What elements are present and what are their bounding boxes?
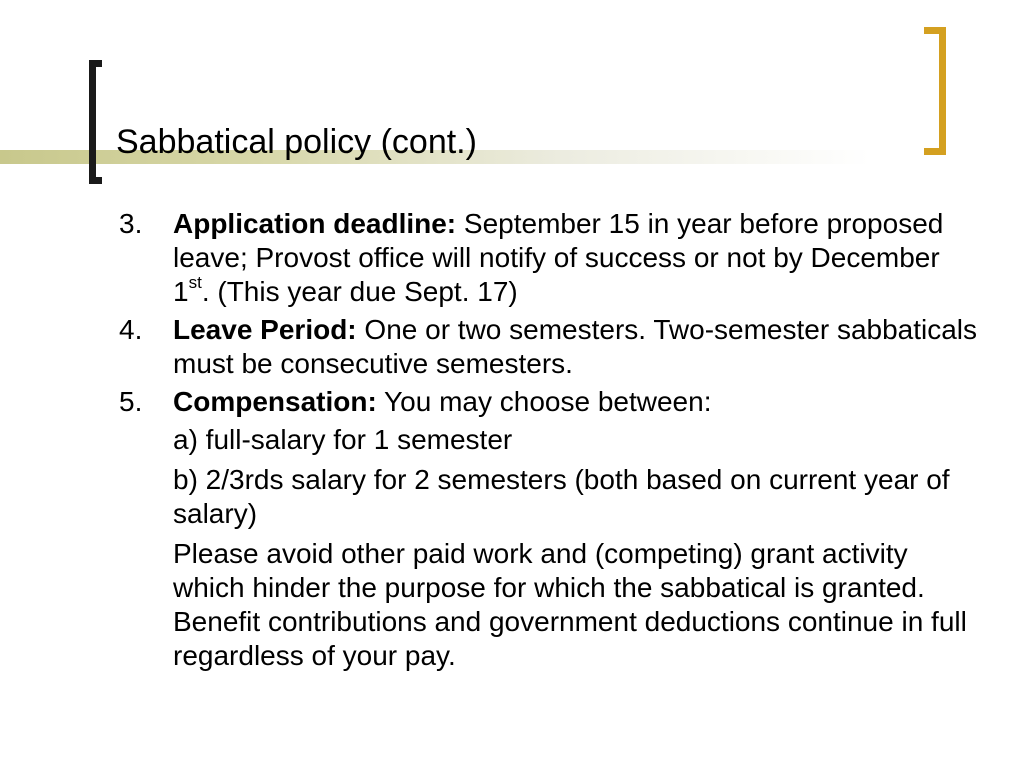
item-text: You may choose between: [376,386,712,417]
compensation-option-b: b) 2/3rds salary for 2 semesters (both based on current year of salary) [173,464,950,529]
left-bracket-decoration [89,60,102,184]
item-text: September 15 in year before proposed leave; Provost office will notify of success or not by December 1 [173,208,944,307]
ordinal-superscript: st [188,272,202,292]
item-number: 4. [119,314,143,345]
item-label: Leave Period: [173,314,357,345]
item-number: 3. [119,208,143,239]
item-text: One or two semesters. Two-semester sabbaticals must be consecutive semesters. [173,314,978,379]
item-text-continued: . (This year due Sept. 17) [201,276,518,307]
compensation-option-a: a) full-salary for 1 semester [173,424,513,455]
right-bracket-decoration [924,27,946,155]
slide-body [119,207,979,673]
item-label: Application deadline: [173,208,457,239]
item-label: Compensation: [173,386,377,417]
list-item-compensation [119,385,979,419]
item-number: 5. [119,386,143,417]
list-item-leave-period [119,313,979,381]
slide-title: Sabbatical policy (cont.) [116,123,477,161]
policy-note: Please avoid other paid work and (competing) grant activity which hinder the purpose for which the sabbatical is granted. Benefit contributions and government deductions continue in full regardless of your pay. [173,538,967,671]
list-item-application-deadline [119,207,979,309]
